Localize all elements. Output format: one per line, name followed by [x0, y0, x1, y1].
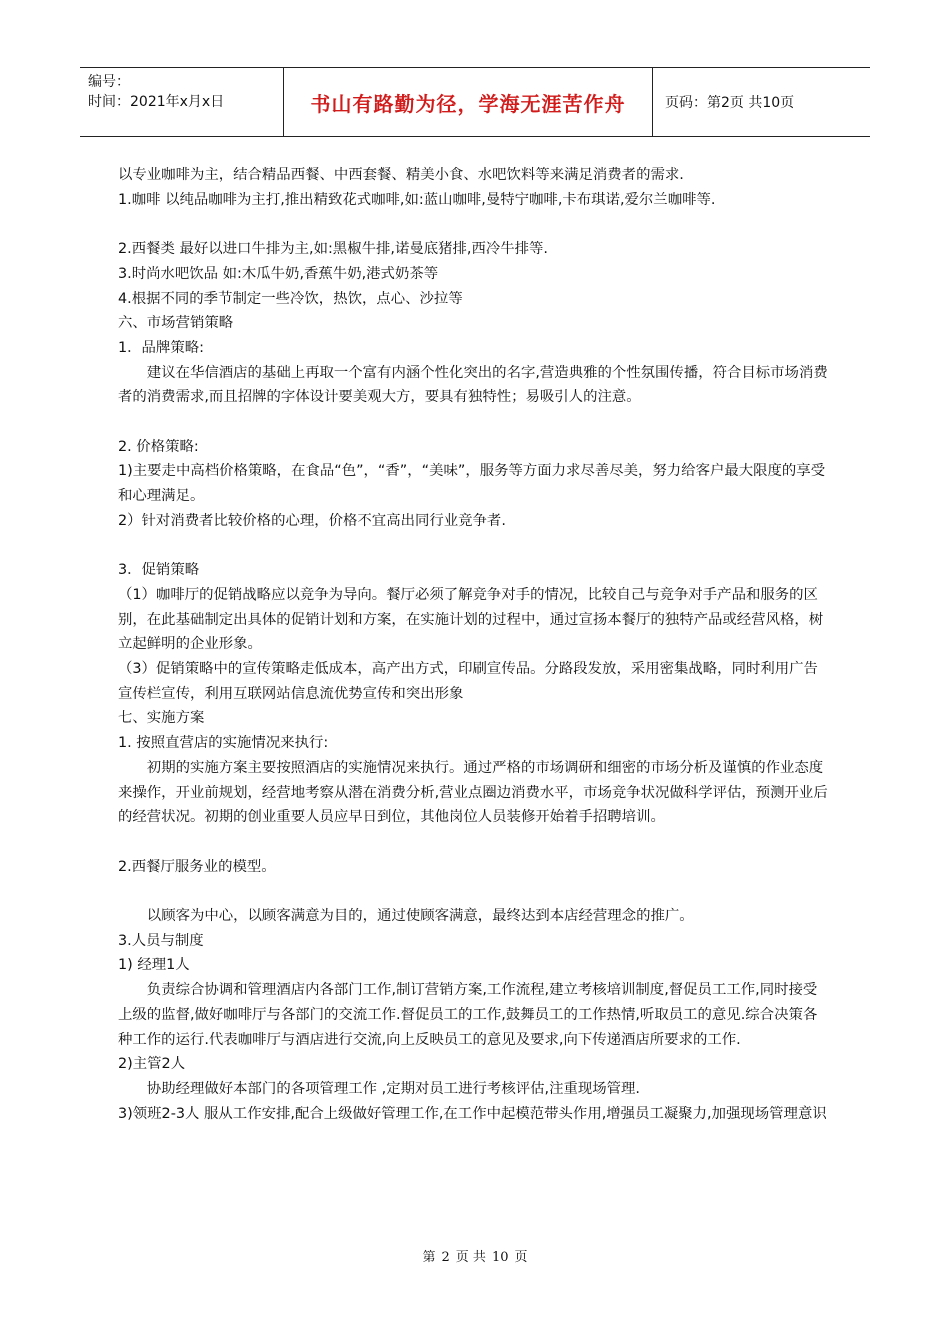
body-paragraph: （1）咖啡厅的促销战略应以竞争为导向。餐厅必须了解竞争对手的情况，比较自己与竞争对手产品和服务的区别，在此基础制定出具体的促销计划和方案，在实施计划的过程中，通过宣扬本餐厅的独特产品或经营风格，树立起鲜明的企业形象。 — [118, 586, 824, 653]
document-time: 时间：2021年x月x日 — [88, 94, 225, 110]
footer-prefix: 第 — [422, 1250, 436, 1265]
body-paragraph: 1. 按照直营店的实施情况来执行: — [118, 735, 329, 752]
body-paragraph: 3．促销策略 — [118, 562, 200, 579]
page-footer — [0, 1246, 950, 1265]
body-paragraph: 负责综合协调和管理酒店内各部门工作,制订营销方案,工作流程,建立考核培训制度,督促员工工作,同时接受上级的监督,做好咖啡厅与各部门的交流工作.督促员工的工作,鼓舞员工的工作热情,听取员工的意见.综合决策各种工作的运行.代表咖啡厅与酒店进行交流,向上反映员工的意见及要求,向下传递酒店所要求的工作. — [118, 982, 818, 1048]
footer-current-page: 2 — [441, 1250, 450, 1265]
body-paragraph: 2）针对消费者比较价格的心理，价格不宜高出同行业竞争者. — [118, 512, 506, 529]
blank-line — [118, 879, 830, 904]
header-page-number: 页码：第2页 共10页 — [665, 95, 795, 111]
body-paragraph: 1．品牌策略: — [118, 339, 204, 356]
body-paragraph: 七、实施方案 — [118, 710, 205, 727]
body-paragraph: 3)领班2-3人 服从工作安排,配合上级做好管理工作,在工作中起模范带头作用,增强员工凝聚力,加强现场管理意识 — [118, 1105, 827, 1122]
footer-middle: 页 共 — [455, 1250, 486, 1265]
body-paragraph: 2.西餐类 最好以进口牛排为主,如:黑椒牛排,诺曼底猪排,西冷牛排等. — [118, 241, 548, 258]
body-paragraph: 1.咖啡 以纯品咖啡为主打,推出精致花式咖啡,如:蓝山咖啡,曼特宁咖啡,卡布琪诺,爱尔兰咖啡等. — [118, 191, 716, 208]
blank-line — [118, 410, 830, 435]
body-paragraph: 六、市场营销策略 — [118, 315, 234, 332]
body-paragraph: 建议在华信酒店的基础上再取一个富有内涵个性化突出的名字,营造典雅的个性氛围传播，符合目标市场消费者的消费需求,而且招牌的字体设计要美观大方，要具有独特性；易吸引人的注意。 — [118, 364, 828, 406]
body-paragraph: 4.根据不同的季节制定一些冷饮，热饮，点心、沙拉等 — [118, 290, 463, 307]
body-paragraph: 3.时尚水吧饮品 如:木瓜牛奶,香蕉牛奶,港式奶茶等 — [118, 265, 439, 282]
body-paragraph: 2. 价格策略: — [118, 438, 199, 455]
body-paragraph: 以顾客为中心，以顾客满意为目的，通过使顾客满意，最终达到本店经营理念的推广。 — [146, 908, 694, 925]
body-paragraph: 2.西餐厅服务业的模型。 — [118, 858, 276, 875]
document-body — [118, 163, 830, 1126]
document-number: 编号： — [88, 74, 130, 90]
footer-total-pages: 10 — [491, 1250, 509, 1265]
header-meta — [80, 68, 283, 136]
body-paragraph: 1) 经理1人 — [118, 957, 190, 974]
body-paragraph: 1)主要走中高档价格策略，在食品“色”，“香”，“美味”，服务等方面力求尽善尽美，努力给客户最大限度的享受和心理满足。 — [118, 463, 826, 505]
footer-suffix: 页 — [514, 1250, 528, 1265]
body-paragraph: 初期的实施方案主要按照酒店的实施情况来执行。通过严格的市场调研和细密的市场分析及谨慎的作业态度来操作，开业前规划，经营地考察从潜在消费分析,营业点圈边消费水平，市场竞争状况做科学评估，预测开业后的经营状况。初期的创业重要人员应早日到位，其他岗位人员装修开始着手招聘培训。 — [118, 759, 828, 826]
body-paragraph: 协助经理做好本部门的各项管理工作 ,定期对员工进行考核评估,注重现场管理. — [146, 1080, 640, 1097]
body-paragraph: 以专业咖啡为主，结合精品西餐、中西套餐、精美小食、水吧饮料等来满足消费者的需求. — [118, 167, 684, 183]
header-motto: 书山有路勤为径，学海无涯苦作舟 — [283, 68, 653, 136]
blank-line — [118, 830, 830, 855]
body-paragraph: 3.人员与制度 — [118, 932, 204, 949]
body-paragraph: （3）促销策略中的宣传策略走低成本，高产出方式，印刷宣传品。分路段发放，采用密集战略，同时利用广告宣传栏宣传，利用互联网站信息流优势宣传和突出形象 — [118, 661, 818, 702]
blank-line — [118, 212, 830, 237]
body-paragraph: 2)主管2人 — [118, 1056, 186, 1073]
page-header — [80, 67, 870, 137]
blank-line — [118, 534, 830, 559]
